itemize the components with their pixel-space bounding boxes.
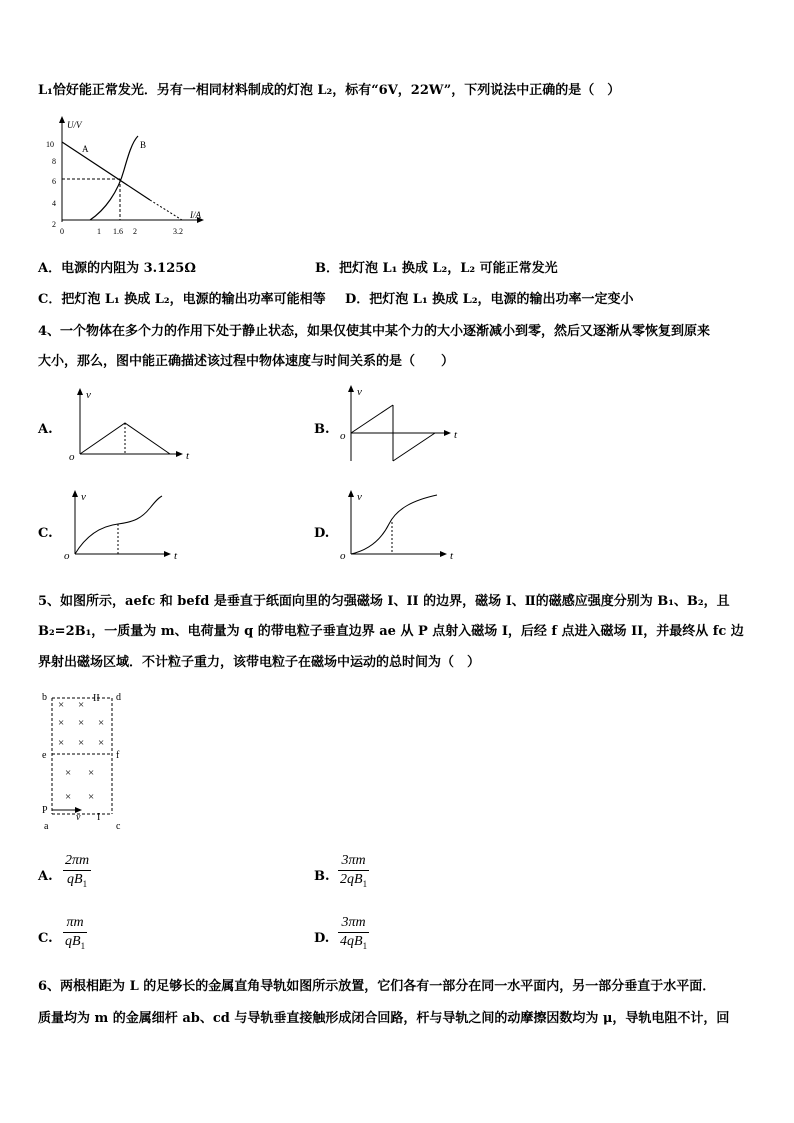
q5-option-d-fraction: $\frac{3\pi m}{4qB_1}$: [340, 915, 368, 951]
svg-text:×: ×: [58, 737, 65, 749]
svg-text:×: ×: [78, 737, 85, 749]
svg-text:×: ×: [58, 717, 65, 729]
q4-graph-d: [339, 488, 469, 562]
q5-option-b-fraction: $\frac{3\pi m}{2qB_1}$: [340, 853, 368, 889]
svg-text:v: v: [76, 812, 81, 823]
q3-option-b: B．把灯泡 L₁ 换成 L₂，L₂ 可能正常发光: [315, 261, 558, 276]
q3-option-a: A．电源的内阻为 3.125Ω: [38, 261, 196, 276]
q4-stem-line-1: 4、一个物体在多个力的作用下处于静止状态，如果仅使其中某个力的大小逐渐减小到零，然后又逐渐从零恢复到原来: [38, 324, 711, 339]
q4-option-b-label: B.: [314, 422, 330, 437]
q5-stem-line-1: 5、如图所示，aefc 和 befd 是垂直于纸面向里的匀强磁场 I、II 的边界，磁场 I、Ⅱ的磁感应强度分别为 B₁、B₂，且: [38, 594, 730, 609]
q3-ui-graph: [40, 112, 220, 240]
svg-text:f: f: [116, 750, 120, 761]
svg-text:c: c: [116, 821, 121, 832]
q5-magnetic-field-figure: [38, 686, 138, 834]
q3-stem: L₁恰好能正常发光．另有一相同材料制成的灯泡 L₂，标有“6V，22W”，下列说法中正确的是（ ）: [38, 83, 621, 98]
y-tick: 8: [52, 157, 56, 166]
q4-graph-c: [62, 488, 192, 562]
q5-option-b-label: B.: [314, 869, 330, 884]
curve-b: [90, 136, 138, 220]
y-axis-arrow-icon: [59, 116, 65, 123]
y-axis-label: U/V: [67, 120, 82, 130]
svg-text:v: v: [86, 389, 91, 401]
svg-text:t: t: [174, 550, 178, 562]
svg-text:a: a: [44, 821, 49, 832]
q5-option-c-fraction: $\frac{\pi m}{qB_1}$: [65, 915, 86, 951]
svg-text:×: ×: [58, 699, 65, 711]
svg-text:×: ×: [98, 717, 105, 729]
line-a: [62, 142, 150, 200]
svg-text:v: v: [357, 491, 362, 503]
svg-text:P: P: [42, 805, 48, 816]
q4-option-a-label: A.: [38, 422, 53, 437]
x-tick: 0: [60, 227, 64, 236]
svg-text:×: ×: [78, 717, 85, 729]
y-tick: 2: [52, 220, 56, 229]
q6-stem-line-2: 质量均为 m 的金属细杆 ab、cd 与导轨垂直接触形成闭合回路，杆与导轨之间的动摩擦因数均为 μ，导轨电阻不计，回: [38, 1011, 730, 1026]
q5-option-c-label: C.: [38, 931, 53, 946]
svg-text:×: ×: [88, 791, 95, 803]
q3-option-c: C．把灯泡 L₁ 换成 L₂，电源的输出功率可能相等: [38, 292, 326, 307]
svg-text:×: ×: [65, 791, 72, 803]
svg-text:×: ×: [78, 699, 85, 711]
svg-text:e: e: [42, 750, 47, 761]
x-tick: 3.2: [173, 227, 183, 236]
x-tick: 1: [97, 227, 101, 236]
svg-text:o: o: [340, 550, 346, 562]
line-a-extension: [150, 200, 182, 220]
y-tick: 10: [46, 140, 54, 149]
q3-option-d: D．把灯泡 L₁ 换成 L₂，电源的输出功率一定变小: [345, 292, 634, 307]
x-tick: 1.6: [113, 227, 123, 236]
q4-option-d-label: D.: [314, 526, 330, 541]
svg-text:×: ×: [65, 767, 72, 779]
q4-graph-b: [337, 383, 467, 465]
y-tick: 4: [52, 199, 56, 208]
svg-text:II: II: [93, 693, 100, 704]
svg-text:t: t: [186, 450, 190, 462]
curve-b-label: B: [140, 140, 147, 150]
svg-text:×: ×: [88, 767, 95, 779]
svg-text:b: b: [42, 692, 47, 703]
line-a-label: A: [82, 144, 89, 154]
q5-stem-line-3: 界射出磁场区域．不计粒子重力，该带电粒子在磁场中运动的总时间为（ ）: [38, 655, 481, 670]
svg-text:o: o: [69, 451, 75, 462]
svg-text:×: ×: [98, 737, 105, 749]
q5-stem-line-2: B₂=2B₁，一质量为 m、电荷量为 q 的带电粒子垂直边界 ae 从 P 点射入磁场 I，后经 f 点进入磁场 II，并最终从 fc 边: [38, 624, 744, 639]
q6-stem-line-1: 6、两根相距为 L 的足够长的金属直角导轨如图所示放置，它们各有一部分在同一水平面内，另一部分垂直于水平面．: [38, 979, 716, 994]
svg-text:t: t: [450, 550, 454, 562]
svg-text:o: o: [340, 430, 346, 442]
svg-text:v: v: [81, 491, 86, 503]
q4-graph-a: [64, 386, 199, 462]
svg-text:v: v: [357, 386, 362, 398]
svg-text:o: o: [64, 550, 70, 562]
svg-text:t: t: [454, 429, 458, 441]
y-tick: 6: [52, 177, 56, 186]
svg-text:I: I: [97, 812, 101, 823]
x-axis-label: I/A: [190, 210, 201, 220]
q4-stem-line-2: 大小，那么，图中能正确描述该过程中物体速度与时间关系的是（ ）: [38, 354, 455, 369]
q5-option-d-label: D.: [314, 931, 330, 946]
svg-text:d: d: [116, 692, 121, 703]
x-tick: 2: [133, 227, 137, 236]
q4-option-c-label: C.: [38, 526, 53, 541]
q5-option-a-label: A.: [38, 869, 53, 884]
q5-option-a-fraction: $\frac{2\pi m}{qB_1}$: [65, 853, 90, 889]
